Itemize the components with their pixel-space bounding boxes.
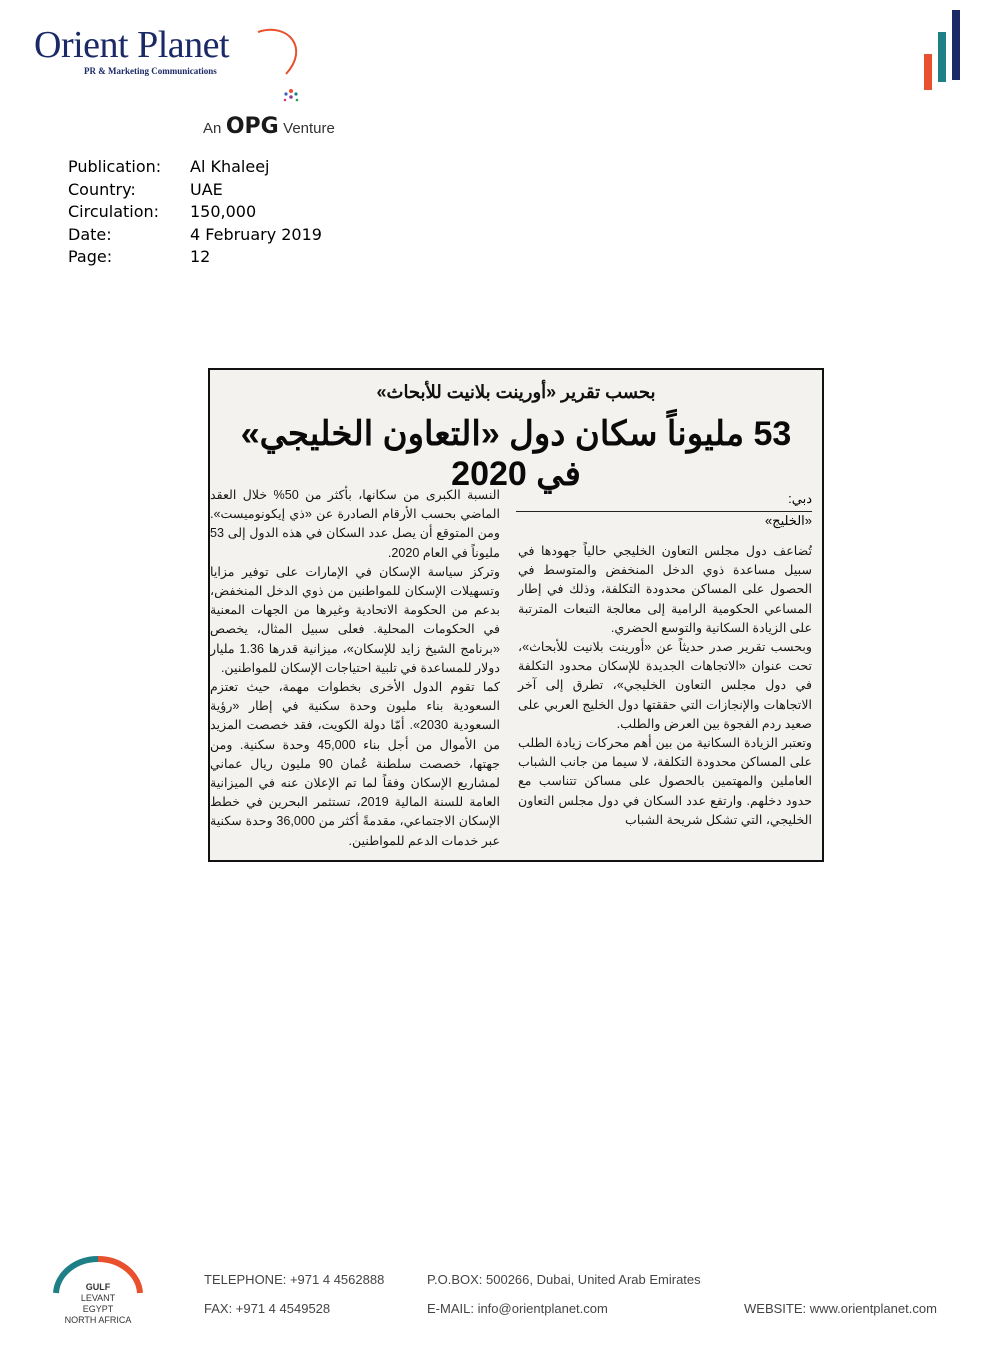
meta-label: Publication: xyxy=(68,157,162,176)
meta-value: Al Khaleej xyxy=(190,157,270,176)
region-gulf: GULF xyxy=(85,1282,111,1292)
meta-row xyxy=(68,224,322,247)
footer-telephone: TELEPHONE: +971 4 4562888 xyxy=(204,1272,385,1287)
opg-venture-mark xyxy=(203,96,335,139)
article-kicker: بحسب تقرير «أورينت بلانيت للأبحاث» xyxy=(376,382,656,402)
meta-value: UAE xyxy=(190,179,223,199)
venture-prefix: An xyxy=(203,120,222,137)
brand-bars-icon xyxy=(924,10,964,90)
dateline-source: «الخليج» xyxy=(764,513,812,528)
region-egypt: EGYPT xyxy=(82,1304,114,1314)
article-paragraph: وتعتبر الزيادة السكانية من بين أهم محركات زيادة الطلب على المساكن محدودة التكلفة، لا سيما من جانب الشباب العاملين والمهتمين بالحصول على مساكن تتناسب مع حدود دخلهم. وارتفع عدد السكان في دول مجلس التعاون الخليجي، التي تشكل شريحة الشباب xyxy=(518,736,812,827)
footer-fax: FAX: +971 4 4549528 xyxy=(204,1301,331,1316)
opg-dots-icon xyxy=(281,88,301,108)
article-paragraph: كما تقوم الدول الأخرى بخطوات مهمة، حيث تعتزم السعودية بناء مليون وحدة سكنية في إطار «رؤية السعودية 2030». أمّا دولة الكويت، فقد خصصت المزيد من الأموال من أجل بناء 45,000 وحدة سكنية. ومن جهتها، خصصت سلطنة عُمان 90 مليون ريال عماني لمشاريع الإسكان وفقاً لما تم الإعلان عنه في الميزانية العامة للسنة المالية 2019، تستثمر البحرين في خطط الإسكان الاجتماعي، مقدمةً أكثر من 36,000 وحدة سكنية عبر خدمات الدعم للمواطنين. xyxy=(210,680,501,848)
meta-label: Page: xyxy=(68,247,113,266)
article-paragraph: وتركز سياسة الإسكان في الإمارات على توفير مزايا وتسهيلات الإسكان للمواطنين من ذوي الدخل المنخفض، بدعم من الحكومة الاتحادية وغيرها من الجهات المعنية في الحكومات المحلية. فعلى سبيل المثال، يخصص «برنامج الشيخ زايد للإسكان»، ميزانية قدرها 1.36 مليار دولار للمساعدة في تلبية احتياجات الإسكان للمواطنين. xyxy=(210,564,500,675)
article-paragraph: وبحسب تقرير صدر حديثاً عن «أورينت بلانيت للأبحاث»، تحت عنوان «الاتجاهات الجديدة للإسكان محدود التكلفة في دول مجلس التعاون الخليجي»، تطرق إلى آخر الاتجاهات والإنجازات التي حققتها دول الخليج العربي على صعيد ردم الفجوة بين العرض والطلب. xyxy=(518,640,812,731)
meta-label: Country: xyxy=(68,179,136,199)
article-column-right xyxy=(518,542,812,830)
footer-website[interactable]: WEBSITE: www.orientplanet.com xyxy=(744,1301,937,1316)
article-column-left xyxy=(210,486,500,851)
publication-metadata xyxy=(68,156,322,269)
article-headline: 53 مليوناً سكان دول «التعاون الخليجي» في 2020 xyxy=(240,415,792,493)
dateline-city: دبي: xyxy=(788,491,812,506)
meta-row xyxy=(68,179,322,202)
logo-tagline: PR & Marketing Communications xyxy=(84,66,217,76)
meta-value: 150,000 xyxy=(190,202,257,221)
venture-suffix: Venture xyxy=(283,120,335,137)
meta-row xyxy=(68,156,322,179)
region-levant: LEVANT xyxy=(80,1293,116,1303)
meta-label: Circulation: xyxy=(68,202,160,221)
footer-pobox: P.O.BOX: 500266, Dubai, United Arab Emirates xyxy=(427,1272,701,1287)
meta-value: 4 February 2019 xyxy=(190,224,322,244)
newspaper-clipping xyxy=(208,368,824,862)
meta-row xyxy=(68,246,322,269)
footer-email[interactable]: E-MAIL: info@orientplanet.com xyxy=(427,1301,608,1316)
article-paragraph: تُضاعف دول مجلس التعاون الخليجي حالياً جهودها في سبيل مساعدة ذوي الدخل المنخفض والمتوسط في الحصول على المساكن محدودة التكلفة، وذلك في إطار المساعي الحكومية الرامية إلى معالجة التبعات المترتبة على الزيادة السكانية والتوسع الحضري. xyxy=(518,544,812,635)
regions-logo xyxy=(46,1255,150,1331)
meta-row xyxy=(68,201,322,224)
region-north-africa: NORTH AFRICA xyxy=(64,1315,132,1325)
meta-label: Date: xyxy=(68,224,112,244)
article-dateline xyxy=(765,488,812,532)
orient-planet-logo xyxy=(34,24,284,76)
dateline-rule xyxy=(516,511,812,512)
logo-name: Orient Planet xyxy=(34,24,230,66)
opg-mark: OPG xyxy=(225,114,279,139)
article-paragraph: النسبة الكبرى من سكانها، بأكثر من 50% خلال العقد الماضي بحسب الأرقام الصادرة عن «ذي إيكونوميست». ومن المتوقع أن يصل عدد السكان في هذه الدول إلى 53 مليوناً في العام 2020. xyxy=(210,488,500,560)
logo-orbit-icon xyxy=(248,26,308,86)
meta-value: 12 xyxy=(190,247,211,266)
